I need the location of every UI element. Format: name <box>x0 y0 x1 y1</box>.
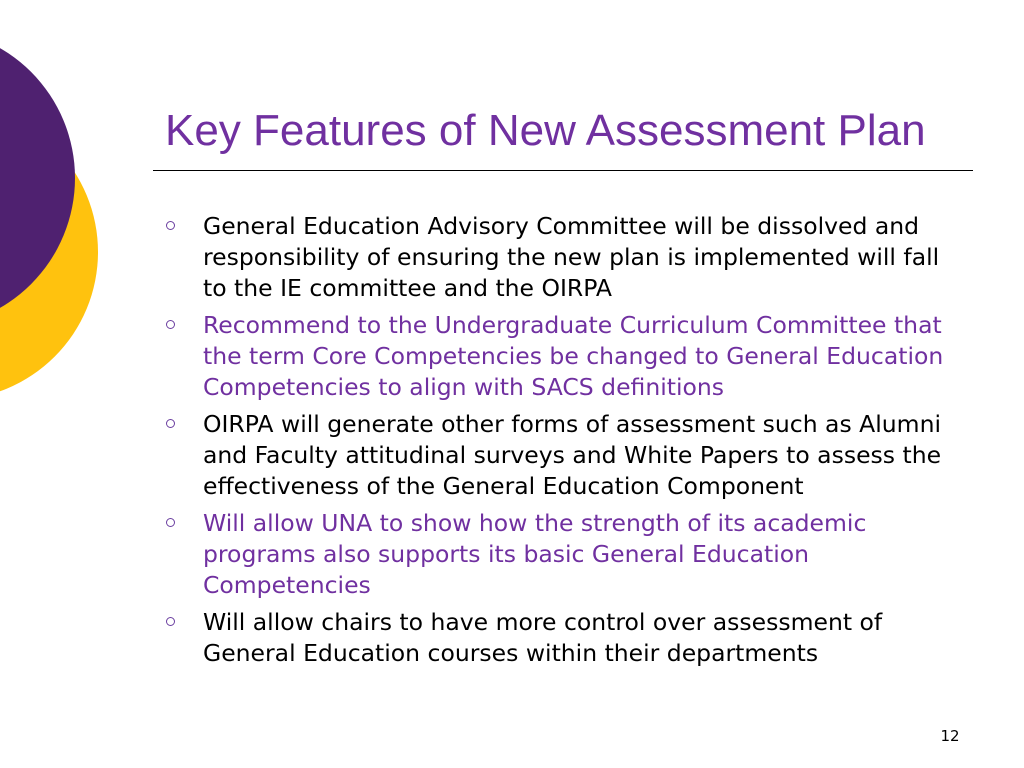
decorative-circles <box>0 0 140 420</box>
bullet-item <box>162 409 962 502</box>
bullet-item <box>162 211 962 304</box>
title-divider <box>153 170 973 171</box>
bullet-item <box>162 508 962 601</box>
hollow-circle-bullet-icon <box>166 518 175 527</box>
bullet-text: OIRPA will generate other forms of assessment such as Alumni and Faculty attitudinal surveys and White Papers to assess the effectiveness of the General Education Component <box>203 410 942 500</box>
bullet-text: Will allow UNA to show how the strength of its academic programs also supports its basic General Education Competencies <box>203 509 867 599</box>
bullet-list <box>162 211 962 675</box>
hollow-circle-bullet-icon <box>166 617 175 626</box>
slide-title: Key Features of New Assessment Plan <box>165 106 926 155</box>
bullet-item <box>162 607 962 669</box>
hollow-circle-bullet-icon <box>166 320 175 329</box>
bullet-text: Recommend to the Undergraduate Curriculum Committee that the term Core Competencies be changed to General Education Competencies to align with SACS definitions <box>203 311 944 401</box>
bullet-item <box>162 310 962 403</box>
bullet-text: Will allow chairs to have more control over assessment of General Education courses within their departments <box>203 608 883 667</box>
page-number: 12 <box>940 727 960 745</box>
hollow-circle-bullet-icon <box>166 419 175 428</box>
hollow-circle-bullet-icon <box>166 221 175 230</box>
bullet-text: General Education Advisory Committee will be dissolved and responsibility of ensuring the new plan is implemented will fall to the IE committee and the OIRPA <box>203 212 940 302</box>
